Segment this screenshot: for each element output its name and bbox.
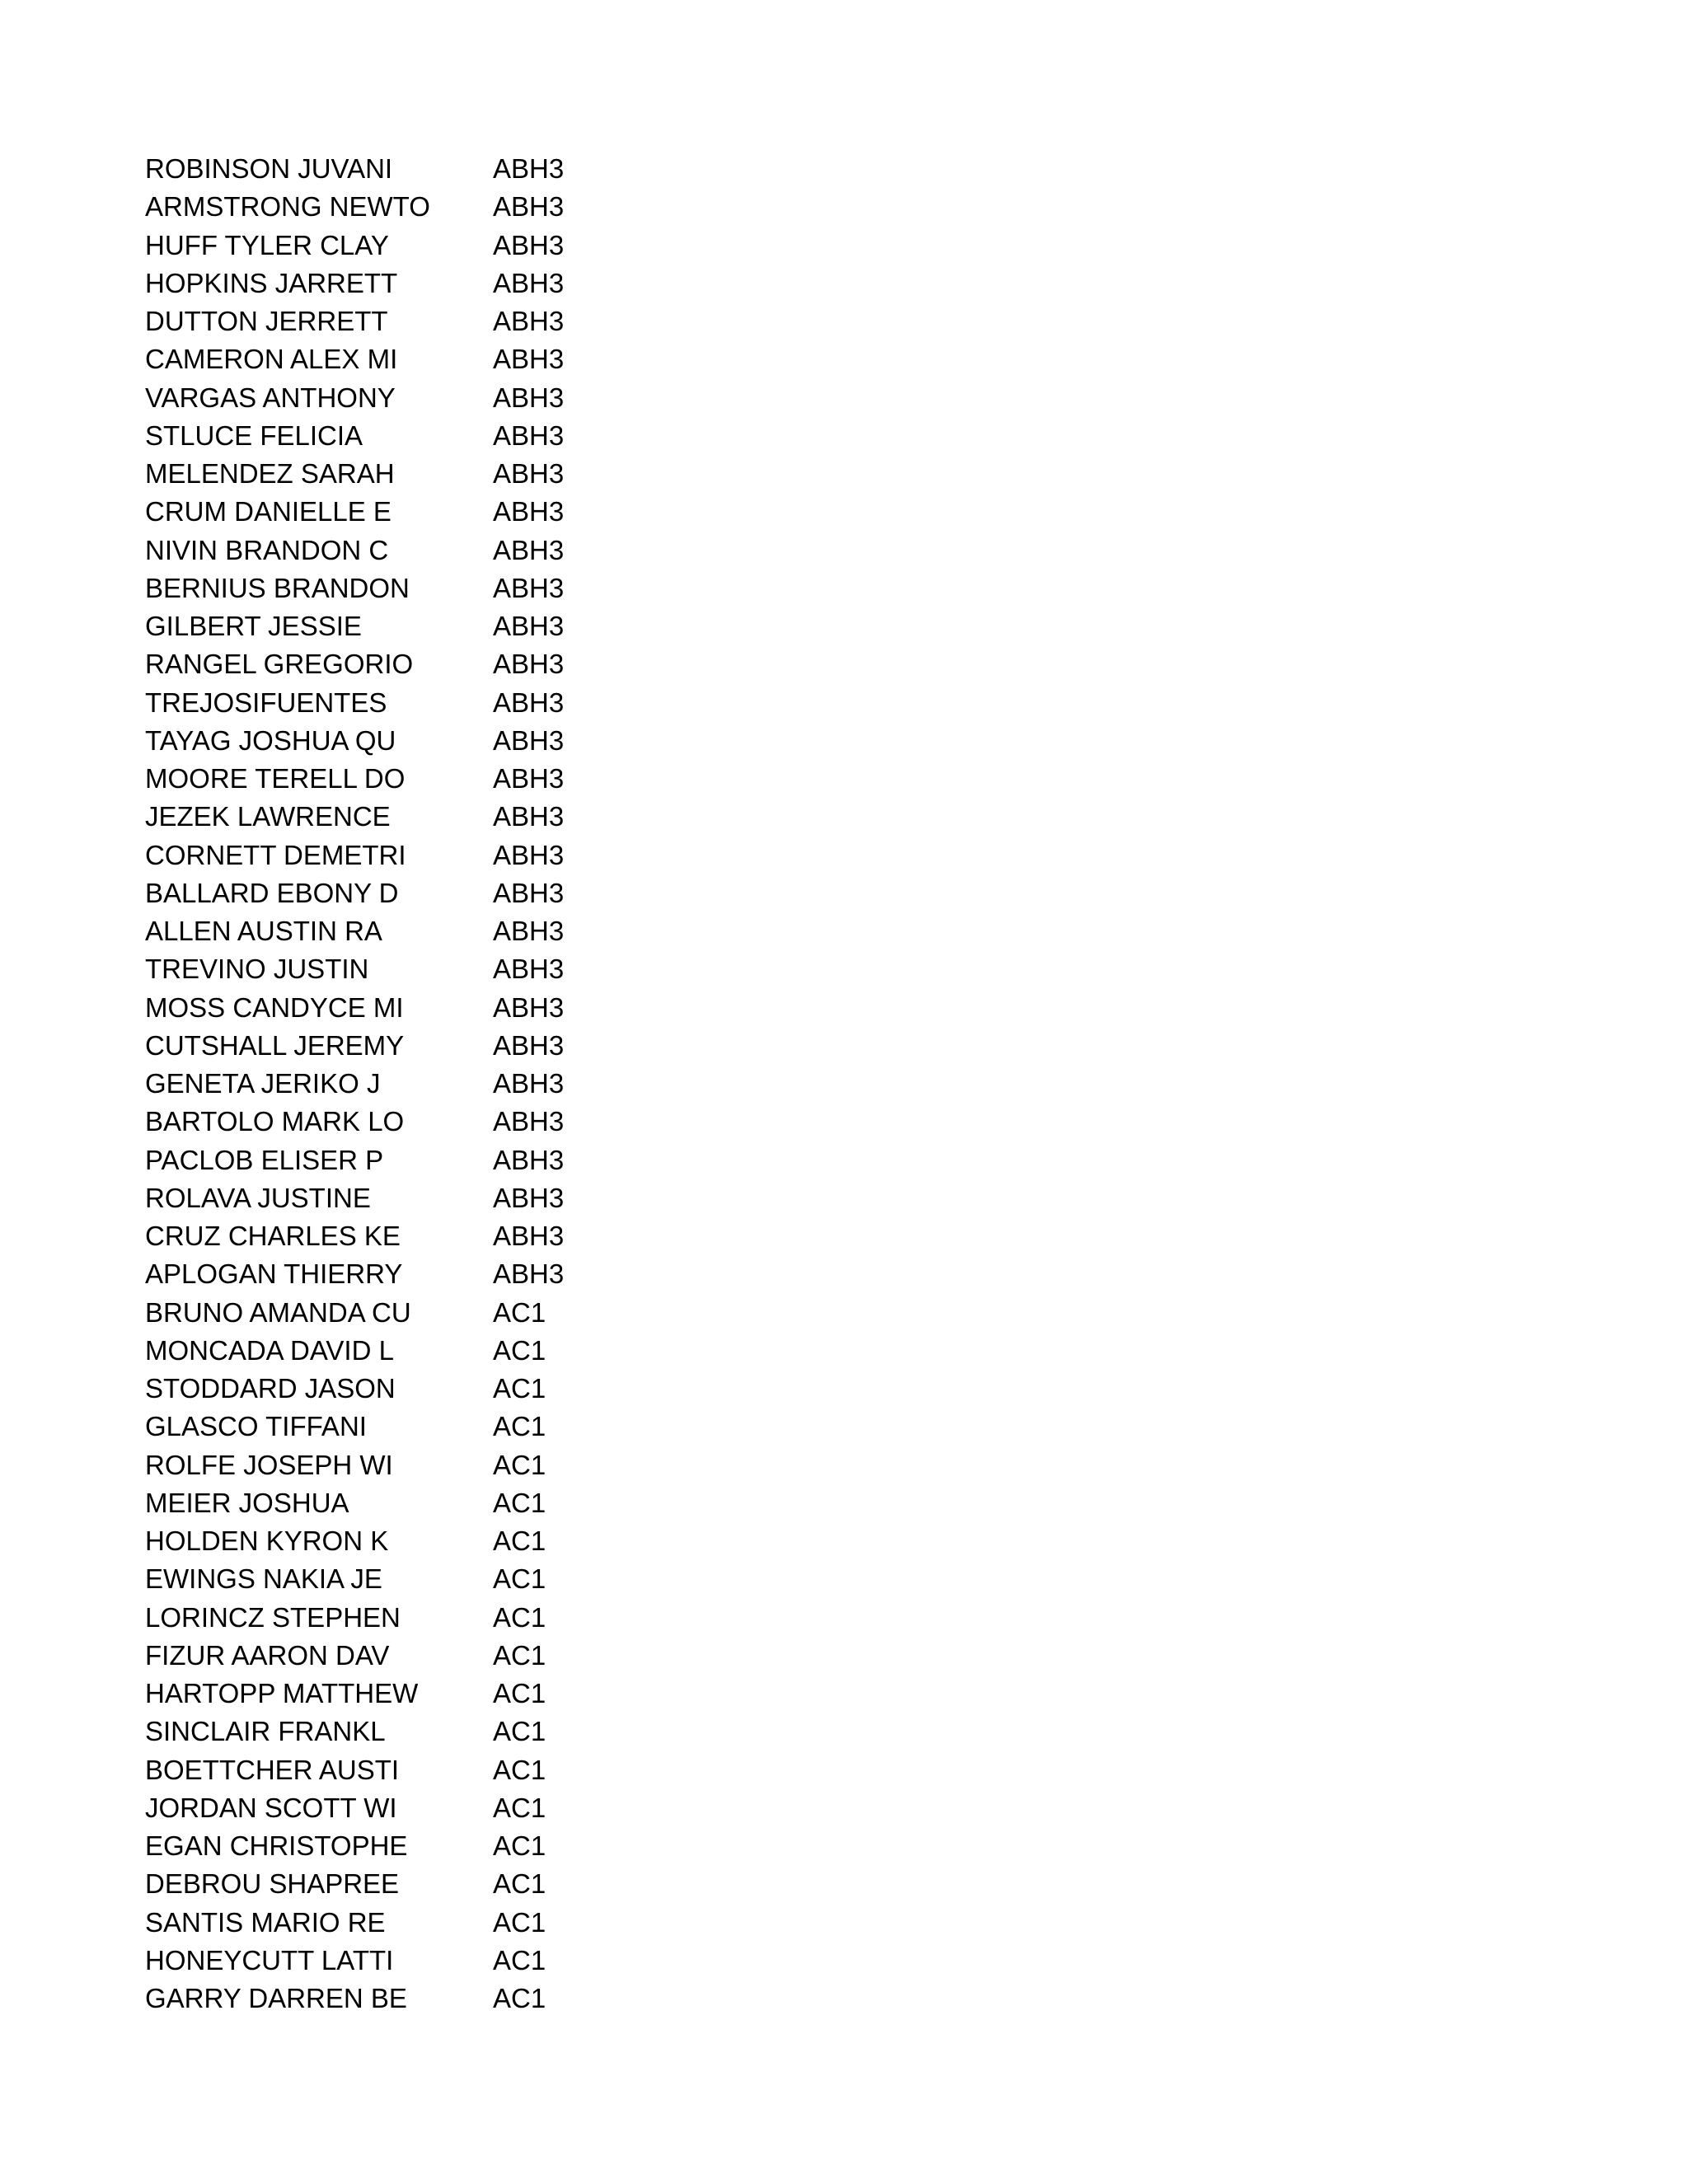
person-name: MOSS CANDYCE MI <box>145 991 404 1023</box>
roster-row <box>145 1827 887 1865</box>
roster-row <box>145 1599 887 1637</box>
roster-row <box>145 1217 887 1255</box>
rate-code: ABH3 <box>493 534 565 565</box>
person-name: CORNETT DEMETRI <box>145 839 406 870</box>
rate-code: ABH3 <box>493 344 565 375</box>
rate-code: ABH3 <box>493 877 565 908</box>
rate-code: ABH3 <box>493 1068 565 1099</box>
roster-row <box>145 989 887 1027</box>
person-name: BARTOLO MARK LO <box>145 1106 405 1137</box>
roster-row <box>145 1294 887 1332</box>
person-name: GENETA JERIKO J <box>145 1068 381 1099</box>
rate-code: AC1 <box>493 1296 546 1328</box>
roster-row <box>145 1408 887 1446</box>
roster-row <box>145 607 887 645</box>
roster-row <box>145 265 887 302</box>
roster-row <box>145 227 887 265</box>
person-name: ARMSTRONG NEWTO <box>145 191 430 223</box>
person-name: EGAN CHRISTOPHE <box>145 1830 408 1862</box>
rate-code: AC1 <box>493 1868 546 1900</box>
person-name: TREJOSIFUENTES <box>145 687 387 718</box>
person-name: STLUCE FELICIA <box>145 419 363 451</box>
person-name: HUFF TYLER CLAY <box>145 229 389 260</box>
person-name: PACLOB ELISER P <box>145 1144 384 1175</box>
person-name: ROLFE JOSEPH WI <box>145 1449 393 1480</box>
person-name: GARRY DARREN BE <box>145 1983 407 2014</box>
roster-row <box>145 379 887 417</box>
rate-code: AC1 <box>493 1487 546 1518</box>
rate-code: ABH3 <box>493 191 565 223</box>
person-name: ROBINSON JUVANI <box>145 153 393 185</box>
rate-code: AC1 <box>493 1754 546 1785</box>
rate-code: AC1 <box>493 1411 546 1442</box>
roster-row <box>145 1179 887 1217</box>
rate-code: ABH3 <box>493 229 565 260</box>
roster-row <box>145 1141 887 1179</box>
roster-row <box>145 340 887 378</box>
rate-code: AC1 <box>493 1944 546 1975</box>
person-name: MEIER JOSHUA <box>145 1487 349 1518</box>
roster-row <box>145 1560 887 1598</box>
roster-row <box>145 1332 887 1370</box>
roster-row <box>145 837 887 874</box>
person-name: CAMERON ALEX MI <box>145 344 398 375</box>
roster-row <box>145 150 887 188</box>
person-name: FIZUR AARON DAV <box>145 1639 390 1671</box>
rate-code: ABH3 <box>493 1221 565 1252</box>
roster-row <box>145 1446 887 1484</box>
roster-row <box>145 532 887 569</box>
person-name: SINCLAIR FRANKL <box>145 1716 386 1747</box>
roster-row <box>145 1522 887 1560</box>
rate-code: ABH3 <box>493 839 565 870</box>
rate-code: ABH3 <box>493 611 565 642</box>
person-name: BRUNO AMANDA CU <box>145 1296 411 1328</box>
roster-list <box>145 150 887 2018</box>
person-name: HOLDEN KYRON K <box>145 1526 389 1557</box>
roster-row <box>145 417 887 455</box>
person-name: RANGEL GREGORIO <box>145 649 414 680</box>
rate-code: ABH3 <box>493 1258 565 1290</box>
rate-code: ABH3 <box>493 649 565 680</box>
person-name: ALLEN AUSTIN RA <box>145 916 382 947</box>
rate-code: ABH3 <box>493 763 565 794</box>
roster-row <box>145 493 887 531</box>
roster-row <box>145 569 887 607</box>
roster-row <box>145 1942 887 1980</box>
person-name: APLOGAN THIERRY <box>145 1258 403 1290</box>
rate-code: AC1 <box>493 1334 546 1366</box>
rate-code: AC1 <box>493 1678 546 1709</box>
roster-row <box>145 1370 887 1408</box>
person-name: TREVINO JUSTIN <box>145 954 369 985</box>
rate-code: ABH3 <box>493 419 565 451</box>
person-name: MOORE TERELL DO <box>145 763 406 794</box>
person-name: GILBERT JESSIE <box>145 611 362 642</box>
rate-code: AC1 <box>493 1983 546 2014</box>
person-name: HOPKINS JARRETT <box>145 267 398 298</box>
rate-code: ABH3 <box>493 1144 565 1175</box>
roster-row <box>145 1675 887 1713</box>
rate-code: AC1 <box>493 1716 546 1747</box>
rate-code: ABH3 <box>493 991 565 1023</box>
rate-code: AC1 <box>493 1563 546 1595</box>
rate-code: AC1 <box>493 1373 546 1404</box>
person-name: NIVIN BRANDON C <box>145 534 389 565</box>
rate-code: ABH3 <box>493 1182 565 1213</box>
person-name: LORINCZ STEPHEN <box>145 1601 401 1633</box>
person-name: MONCADA DAVID L <box>145 1334 394 1366</box>
rate-code: ABH3 <box>493 1106 565 1137</box>
roster-row <box>145 1027 887 1065</box>
rate-code: ABH3 <box>493 267 565 298</box>
person-name: HONEYCUTT LATTI <box>145 1944 394 1975</box>
roster-row <box>145 684 887 722</box>
rate-code: AC1 <box>493 1830 546 1862</box>
rate-code: ABH3 <box>493 306 565 337</box>
person-name: DEBROU SHAPREE <box>145 1868 400 1900</box>
person-name: BERNIUS BRANDON <box>145 572 410 603</box>
roster-row <box>145 302 887 340</box>
roster-row <box>145 912 887 950</box>
roster-row <box>145 722 887 760</box>
rate-code: AC1 <box>493 1601 546 1633</box>
person-name: BALLARD EBONY D <box>145 877 399 908</box>
rate-code: AC1 <box>493 1792 546 1823</box>
roster-row <box>145 1637 887 1675</box>
person-name: STODDARD JASON <box>145 1373 396 1404</box>
roster-row <box>145 1980 887 2018</box>
person-name: JEZEK LAWRENCE <box>145 801 391 832</box>
roster-row <box>145 1484 887 1522</box>
person-name: CRUZ CHARLES KE <box>145 1221 401 1252</box>
roster-row <box>145 950 887 988</box>
person-name: ROLAVA JUSTINE <box>145 1182 371 1213</box>
roster-row <box>145 1255 887 1293</box>
person-name: DUTTON JERRETT <box>145 306 388 337</box>
person-name: VARGAS ANTHONY <box>145 382 396 413</box>
roster-row <box>145 188 887 226</box>
rate-code: ABH3 <box>493 954 565 985</box>
roster-row <box>145 455 887 493</box>
rate-code: ABH3 <box>493 916 565 947</box>
roster-row <box>145 1865 887 1903</box>
rate-code: ABH3 <box>493 724 565 756</box>
person-name: CRUM DANIELLE E <box>145 496 392 527</box>
person-name: BOETTCHER AUSTI <box>145 1754 400 1785</box>
person-name: SANTIS MARIO RE <box>145 1906 386 1938</box>
rate-code: ABH3 <box>493 572 565 603</box>
rate-code: ABH3 <box>493 458 565 490</box>
roster-row <box>145 1904 887 1942</box>
person-name: TAYAG JOSHUA QU <box>145 724 396 756</box>
person-name: CUTSHALL JEREMY <box>145 1029 405 1061</box>
rate-code: AC1 <box>493 1906 546 1938</box>
rate-code: ABH3 <box>493 496 565 527</box>
roster-row <box>145 1713 887 1750</box>
rate-code: ABH3 <box>493 687 565 718</box>
roster-row <box>145 798 887 836</box>
person-name: HARTOPP MATTHEW <box>145 1678 419 1709</box>
roster-row <box>145 760 887 798</box>
rate-code: ABH3 <box>493 801 565 832</box>
rate-code: AC1 <box>493 1449 546 1480</box>
roster-row <box>145 874 887 912</box>
roster-row <box>145 1103 887 1141</box>
person-name: GLASCO TIFFANI <box>145 1411 367 1442</box>
rate-code: AC1 <box>493 1526 546 1557</box>
roster-row <box>145 1789 887 1827</box>
person-name: JORDAN SCOTT WI <box>145 1792 397 1823</box>
rate-code: ABH3 <box>493 1029 565 1061</box>
rate-code: AC1 <box>493 1639 546 1671</box>
roster-row <box>145 1065 887 1103</box>
person-name: MELENDEZ SARAH <box>145 458 395 490</box>
rate-code: ABH3 <box>493 382 565 413</box>
person-name: EWINGS NAKIA JE <box>145 1563 382 1595</box>
roster-row <box>145 645 887 683</box>
roster-row <box>145 1751 887 1789</box>
rate-code: ABH3 <box>493 153 565 185</box>
